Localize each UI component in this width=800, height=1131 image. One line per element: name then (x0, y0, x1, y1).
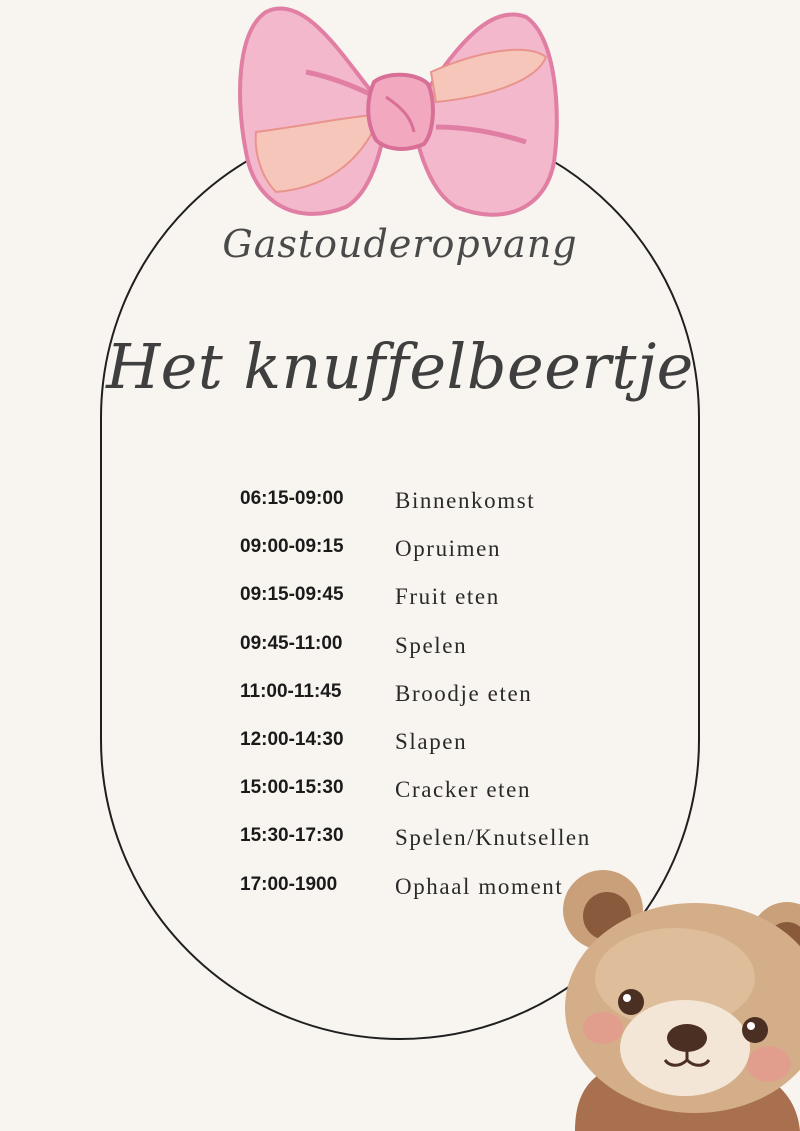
schedule-activity: Opruimen (395, 536, 502, 562)
schedule-row (240, 631, 640, 679)
schedule-time: 09:15-09:45 (240, 584, 344, 606)
schedule-activity: Fruit eten (395, 584, 500, 610)
schedule-row (240, 823, 640, 871)
schedule-time: 06:15-09:00 (240, 488, 344, 509)
schedule-time: 15:30-17:30 (240, 825, 344, 847)
schedule-row (240, 582, 640, 630)
subtitle: Gastouderopvang (222, 222, 578, 266)
schedule-time: 09:00-09:15 (240, 536, 344, 558)
schedule-activity: Slapen (395, 728, 468, 754)
schedule-time: 17:00-1900 (240, 873, 338, 895)
schedule-activity: Binnenkomst (395, 488, 536, 513)
schedule-list (240, 486, 640, 920)
page-title: Het knuffelbeertje (106, 330, 694, 403)
bow-icon (236, 2, 562, 228)
schedule-row (240, 775, 640, 823)
schedule-activity: Cracker eten (395, 777, 532, 803)
schedule-time: 11:00-11:45 (240, 680, 342, 702)
schedule-row (240, 534, 640, 582)
schedule-time: 15:00-15:30 (240, 777, 344, 799)
schedule-activity: Broodje eten (395, 680, 533, 706)
schedule-activity: Ophaal moment (395, 873, 564, 899)
schedule-activity: Spelen (395, 632, 468, 658)
schedule-row (240, 679, 640, 727)
schedule-row (240, 486, 640, 534)
schedule-time: 09:45-11:00 (240, 632, 343, 654)
schedule-row (240, 727, 640, 775)
schedule-activity: Spelen/Knutsellen (395, 825, 591, 851)
teddy-bear-icon (555, 868, 800, 1131)
schedule-time: 12:00-14:30 (240, 728, 344, 750)
